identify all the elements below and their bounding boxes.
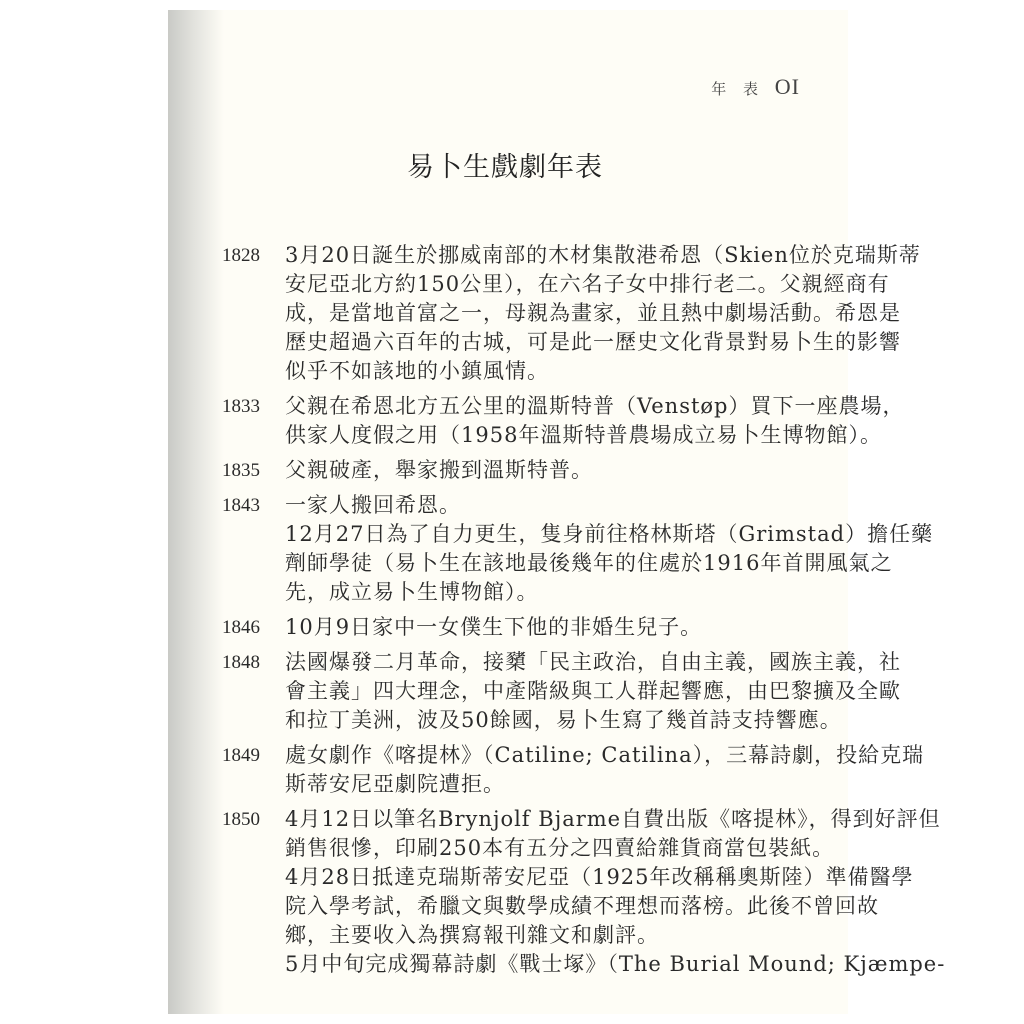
entry-text [285,805,946,979]
entry-text-line: 銷售很慘，印刷250本有五分之四賣給雜貨商當包裝紙。 [285,836,835,860]
entry-text-line: 和拉丁美洲，波及50餘國，易卜生寫了幾首詩支持響應。 [285,708,842,732]
entry-text [285,241,921,386]
entry-year: 1833 [222,396,260,417]
entry-year: 1848 [222,652,260,673]
page-number: OI [774,74,800,99]
entry-text-line: 劑師學徒（易卜生在該地最後幾年的住處於1916年首開風氣之 [285,551,893,575]
entry-text-line: 供家人度假之用（1958年溫斯特普農場成立易卜生博物館）。 [285,423,882,447]
entry-year: 1828 [222,245,260,266]
entry-text [285,392,905,450]
entry-text-line: 歷史超過六百年的古城，可是此一歷史文化背景對易卜生的影響 [285,330,901,354]
chronology-entry [222,392,905,450]
chronology-entry [222,491,934,607]
page-title: 易卜生戲劇年表 [407,152,603,183]
entry-year: 1835 [222,460,260,481]
chronology-list [222,241,946,985]
chronology-entry [222,613,842,642]
chronology-entry [222,805,946,979]
entry-text-line: 成，是當地首富之一，母親為畫家，並且熱中劇場活動。希恩是 [285,301,901,325]
running-head [711,74,800,100]
entry-text-line: 父親在希恩北方五公里的溫斯特普（Venstøp）買下一座農場， [285,394,905,418]
entry-text-line: 法國爆發二月革命，接櫫「民主政治，自由主義，國族主義，社 [285,650,901,674]
entry-text-line: 10月9日家中一女僕生下他的非婚生兒子。 [285,615,703,639]
running-head-section: 年 表 [711,80,764,98]
chronology-entry [222,456,842,485]
entry-text-line: 5月中旬完成獨幕詩劇《戰士塚》（The Burial Mound; Kjæmpe- [285,952,946,976]
entry-text-line: 處女劇作《喀提林》（Catiline; Catilina），三幕詩劇，投給克瑞 [285,743,925,767]
entry-text-line: 鄉，主要收入為撰寫報刊雜文和劇評。 [285,923,659,947]
entry-text [285,491,934,607]
chronology-entry [222,241,921,386]
entry-text-line: 會主義」四大理念，中產階級與工人群起響應，由巴黎擴及全歐 [285,679,901,703]
entry-text-line: 一家人搬回希恩。 [285,493,461,517]
entry-text-line: 安尼亞北方約150公里），在六名子女中排行老二。父親經商有 [285,272,890,296]
entry-text [285,456,842,485]
entry-year: 1843 [222,495,260,516]
entry-text [285,741,925,799]
entry-text-line: 父親破產，舉家搬到溫斯特普。 [285,458,593,482]
entry-text [285,648,901,735]
entry-text-line: 12月27日為了自力更生，隻身前往格林斯塔（Grimstad）擔任藥 [285,522,934,546]
entry-text-line: 4月28日抵達克瑞斯蒂安尼亞（1925年改稱稱奧斯陸）準備醫學 [285,865,914,889]
entry-text [285,613,842,642]
entry-text-line: 4月12日以筆名Brynjolf Bjarme自費出版《喀提林》，得到好評但 [285,807,941,831]
chronology-entry [222,741,925,799]
entry-year: 1846 [222,617,260,638]
entry-text-line: 院入學考試，希臘文與數學成績不理想而落榜。此後不曾回故 [285,894,879,918]
entry-year: 1849 [222,745,260,766]
entry-year: 1850 [222,809,260,830]
entry-text-line: 先，成立易卜生博物館）。 [285,580,539,604]
entry-text-line: 似乎不如該地的小鎮風情。 [285,359,549,383]
chronology-entry [222,648,901,735]
entry-text-line: 斯蒂安尼亞劇院遭拒。 [285,772,505,796]
entry-text-line: 3月20日誕生於挪威南部的木材集散港希恩（Skien位於克瑞斯蒂 [285,243,921,267]
